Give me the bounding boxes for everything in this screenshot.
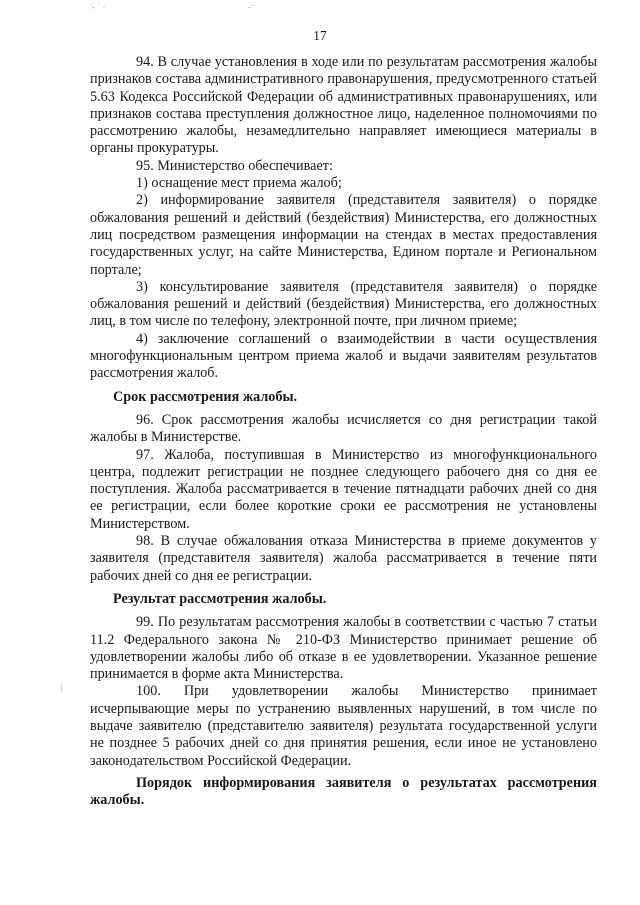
page-number: 17 [313,28,327,43]
section-heading-informing-applicant: Порядок информирования заявителя о результатах рассмотрения жалобы. [90,774,597,809]
section-heading-review-period: Срок рассмотрения жалобы. [113,388,298,405]
list-item-4: 4) заключение соглашений о взаимодействии в части осуществления многофункциональным центром приема жалоб и выдачи заявителям результатов рассмотрения жалоб. [90,330,597,382]
paragraph-97: 97. Жалоба, поступившая в Министерство из многофункционального центра, подлежит регистрации не позднее следующего рабочего дня со дня ее поступления. Жалоба рассматривается в течение пятнадцати рабочих дней со дня ее регистрации, если более короткие сроки ее рассмотрения не установлены Министерством. [90,446,597,532]
list-item-3: 3) консультирование заявителя (представителя заявителя) о порядке обжалования решений и действий (бездействия) Министерства, его должностных лиц, в том числе по телефону, электронной почте, при личном приеме; [90,278,597,330]
section-heading-review-result: Результат рассмотрения жалобы. [113,590,327,607]
scan-artifact: ‐ ˙ · [92,2,106,12]
paragraph-94: 94. В случае установления в ходе или по результатам рассмотрения жалобы признаков состава административного правонарушения, предусмотренного статьей 5.63 Кодекса Российской Федерации об административных правонарушениях, или признаков состава преступления должностное лицо, наделенное полномочиями по рассмотрению жалобы, незамедлительно направляет имеющиеся материалы в органы прокуратуры. [90,54,597,157]
paragraph-98: 98. В случае обжалования отказа Министерства в приеме документов у заявителя (представителя заявителя) жалоба рассматривается в течение пяти рабочих дней со дня ее регистрации. [90,533,597,584]
paragraph-99: 99. По результатам рассмотрения жалобы в соответствии с частью 7 статьи 11.2 Федерального закона № 210-ФЗ Министерство принимает решение об удовлетворении жалобы либо об отказе в ее удовлетворении. Указанное решение принимается в форме акта Министерства. [90,614,597,683]
scan-artifact: ⁞ [60,683,63,693]
scan-artifact: ‐⁻ [248,2,256,12]
document-body [90,54,597,815]
paragraph-95: 95. Министерство обеспечивает: [136,157,333,174]
list-item-2: 2) информирование заявителя (представителя заявителя) о порядке обжалования решений и действий (бездействия) Министерства, его должностных лиц посредством размещения информации на стендах в местах предоставления государственных услуг, на сайте Министерства, Едином портале и Региональном портале; [90,192,597,278]
paragraph-96: 96. Срок рассмотрения жалобы исчисляется со дня регистрации такой жалобы в Министерстве. [90,411,597,446]
list-item-1: 1) оснащение мест приема жалоб; [136,175,342,192]
paragraph-100: 100. При удовлетворении жалобы Министерство принимает исчерпывающие меры по устранению выявленных нарушений, в том числе по выдаче заявителю (представителю заявителя) результата государственной услуги не позднее 5 рабочих дней со дня принятия решения, если иное не установлено законодательством Российской Федерации. [90,683,597,769]
